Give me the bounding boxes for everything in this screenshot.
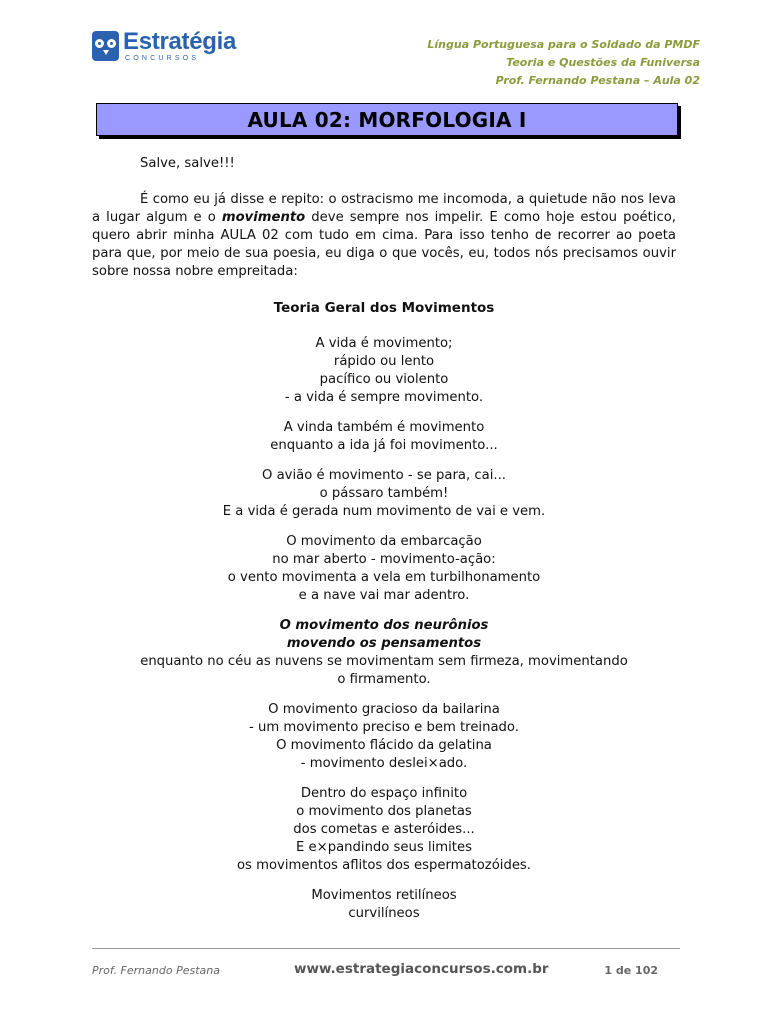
- poem-line: e a nave vai mar adentro.: [298, 588, 470, 603]
- poem-line: E a vida é gerada num movimento de vai e vem.: [222, 504, 546, 519]
- header-course-title: Língua Portuguesa para o Soldado da PMDF: [427, 38, 700, 51]
- poem-line: Movimentos retilíneos: [311, 888, 457, 903]
- poem-stanza: [92, 617, 676, 689]
- poem-line: o vento movimenta a vela em turbilhonamento: [227, 570, 541, 585]
- header-course-info: [427, 36, 700, 90]
- poem-line: O movimento flácido da gelatina: [276, 738, 492, 753]
- intro-paragraph: [92, 191, 676, 281]
- header-course-subtitle: Teoria e Questões da Funiversa: [506, 56, 700, 69]
- lesson-title: AULA 02: MORFOLOGIA I: [96, 103, 678, 136]
- poem-line: - a vida é sempre movimento.: [284, 390, 484, 405]
- poem-line: enquanto a ida já foi movimento...: [270, 438, 498, 453]
- poem-line: E e×pandindo seus limites: [296, 840, 472, 855]
- intro-emphasis: movimento: [221, 210, 306, 225]
- poem-line: A vinda também é movimento: [283, 420, 485, 435]
- poem-line: A vida é movimento;: [315, 336, 453, 351]
- poem-line: rápido ou lento: [333, 354, 435, 369]
- poem-line: curvilíneos: [348, 906, 420, 921]
- poem-line: O movimento da embarcação: [286, 534, 482, 549]
- poem-line: Dentro do espaço infinito: [300, 786, 468, 801]
- poem-line: o pássaro também!: [319, 486, 449, 501]
- poem-title: Teoria Geral dos Movimentos: [273, 300, 495, 316]
- greeting: Salve, salve!!!: [140, 156, 235, 171]
- footer-website: www.estrategiaconcursos.com.br: [294, 961, 549, 977]
- footer-divider: [92, 948, 680, 949]
- poem-line: O movimento dos neurônios: [279, 618, 489, 633]
- poem-stanza: [92, 533, 676, 605]
- page-number: 1 de 102: [604, 964, 658, 977]
- page-body: [92, 155, 676, 935]
- poem-line: o firmamento.: [337, 672, 431, 687]
- poem-stanza: [92, 785, 676, 875]
- poem-line: pacífico ou violento: [319, 372, 449, 387]
- estrategia-logo: [92, 30, 236, 62]
- intro-text-start: É como eu já disse e repito: o ostracismo me incomoda, a quietude não nos leva a lugar algum e o: [92, 192, 676, 225]
- logo-tagline: CONCURSOS: [125, 55, 200, 62]
- poem-line: no mar aberto - movimento-ação:: [272, 552, 496, 567]
- poem-line: - movimento deslei×ado.: [300, 756, 468, 771]
- poem-stanza: [92, 335, 676, 407]
- poem-line: - um movimento preciso e bem treinado.: [249, 720, 519, 735]
- poem-line: o movimento dos planetas: [296, 804, 472, 819]
- intro-text-end: deve sempre nos impelir. E como hoje estou poético, quero abrir minha AULA 02 com tudo em cima. Para isso tenho de recorrer ao poeta para que, por meio de sua poesia, eu diga o que vocês, eu, todos nós precisamos ouvir sobre nossa nobre empreitada:: [92, 210, 676, 279]
- poem-stanzas: [92, 335, 676, 923]
- owl-icon: [92, 31, 119, 61]
- poem-line: enquanto no céu as nuvens se movimentam sem firmeza, movimentando: [140, 654, 628, 669]
- logo-name: Estratégia: [123, 28, 237, 55]
- poem-line: movendo os pensamentos: [286, 636, 482, 651]
- header-professor: Prof. Fernando Pestana – Aula 02: [495, 74, 700, 87]
- poem-stanza: [92, 419, 676, 455]
- poem-stanza: [92, 467, 676, 521]
- poem-stanza: [92, 701, 676, 773]
- poem-line: dos cometas e asteróides...: [293, 822, 475, 837]
- poem-line: O movimento gracioso da bailarina: [268, 702, 500, 717]
- poem-line: O avião é movimento - se para, cai...: [262, 468, 506, 483]
- footer-author: Prof. Fernando Pestana: [92, 964, 220, 977]
- poem-stanza: [92, 887, 676, 923]
- poem-line: os movimentos aflitos dos espermatozóides.: [236, 858, 531, 873]
